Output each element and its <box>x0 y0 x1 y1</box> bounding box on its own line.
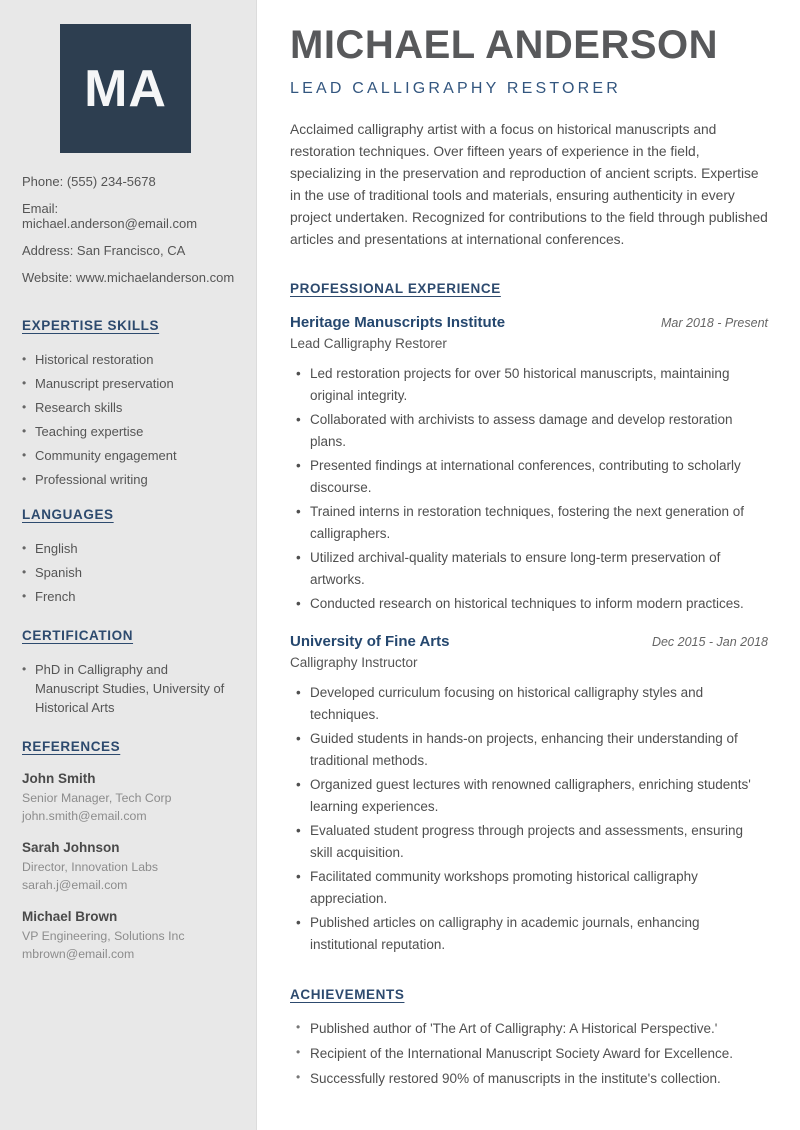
job-bullet: • Conducted research on historical techniques to inform modern practices. <box>290 593 768 615</box>
achievement-item: • Published author of 'The Art of Calligraphy: A Historical Perspective.' <box>290 1017 768 1040</box>
job-bullet: • Collaborated with archivists to assess damage and develop restoration plans. <box>290 409 768 453</box>
sidebar <box>0 0 257 1130</box>
contact-email: Email: michael.anderson@email.com <box>22 201 198 231</box>
section-languages <box>22 506 235 606</box>
language-item: • French <box>22 587 235 606</box>
job-entry <box>290 633 768 956</box>
reference-role: Director, Innovation Labs <box>22 860 159 874</box>
skills-list <box>22 350 235 489</box>
achievements-title: ACHIEVEMENTS <box>290 987 405 1002</box>
reference-name: Michael Brown <box>22 909 118 924</box>
profile-summary: Acclaimed calligraphy artist with a focus on historical manuscripts and restoration techniques. Over fifteen years of experience in the field, specializing in the preservation and reproduction of ancient scripts. Expertise in the use of traditional tools and materials, ensuring authenticity in every project undertaken. Recognized for contributions to the field through published articles and presentations at international conferences. <box>290 122 768 247</box>
professional-experience-title: PROFESSIONAL EXPERIENCE <box>290 281 501 296</box>
reference-email: john.smith@email.com <box>22 808 147 823</box>
job-bullet: • Developed curriculum focusing on historical calligraphy styles and techniques. <box>290 682 768 726</box>
reference-entry <box>22 908 235 963</box>
person-job-title: LEAD CALLIGRAPHY RESTORER <box>290 80 622 97</box>
certification-item: • PhD in Calligraphy and Manuscript Studies, University of Historical Arts <box>22 660 235 717</box>
reference-entry <box>22 839 235 894</box>
reference-name: John Smith <box>22 771 96 786</box>
languages-list <box>22 539 235 606</box>
job-bullet: • Led restoration projects for over 50 historical manuscripts, maintaining original integrity. <box>290 363 768 407</box>
skill-item: • Professional writing <box>22 470 235 489</box>
skill-item: • Historical restoration <box>22 350 235 369</box>
reference-name: Sarah Johnson <box>22 840 120 855</box>
job-header <box>290 314 768 331</box>
skill-item: • Community engagement <box>22 446 235 465</box>
expertise-skills-title: EXPERTISE SKILLS <box>22 318 160 333</box>
person-name: MICHAEL ANDERSON <box>290 23 719 67</box>
contact-website: Website: www.michaelanderson.com <box>22 270 235 285</box>
contact-phone: Phone: (555) 234-5678 <box>22 174 156 189</box>
job-entry <box>290 314 768 615</box>
achievements-list <box>290 1017 768 1090</box>
section-expertise-skills <box>22 317 235 489</box>
job-bullet: • Utilized archival-quality materials to ensure long-term preservation of artworks. <box>290 547 768 591</box>
section-references <box>22 738 235 963</box>
main-content <box>257 0 800 1130</box>
contact-info <box>22 174 235 285</box>
reference-email: mbrown@email.com <box>22 946 135 961</box>
reference-role: VP Engineering, Solutions Inc <box>22 929 185 943</box>
skill-item: • Manuscript preservation <box>22 374 235 393</box>
monogram-avatar <box>60 24 191 153</box>
reference-entry <box>22 770 235 825</box>
reference-email: sarah.j@email.com <box>22 877 128 892</box>
language-item: • English <box>22 539 235 558</box>
achievement-item: • Recipient of the International Manuscript Society Award for Excellence. <box>290 1042 768 1065</box>
section-achievements <box>290 986 768 1090</box>
job-bullet: • Presented findings at international conferences, contributing to scholarly discourse. <box>290 455 768 499</box>
section-professional-experience <box>290 280 768 956</box>
references-title: REFERENCES <box>22 739 121 754</box>
job-bullet: • Organized guest lectures with renowned calligraphers, enriching students' learning experiences. <box>290 774 768 818</box>
reference-role: Senior Manager, Tech Corp <box>22 791 172 805</box>
job-bullet-list <box>290 363 768 615</box>
skill-item: • Research skills <box>22 398 235 417</box>
job-bullet: • Facilitated community workshops promoting historical calligraphy appreciation. <box>290 866 768 910</box>
job-bullet: • Published articles on calligraphy in academic journals, enhancing institutional reputation. <box>290 912 768 956</box>
languages-title: LANGUAGES <box>22 507 114 522</box>
job-dates: Dec 2015 - Jan 2018 <box>651 635 768 649</box>
job-header <box>290 633 768 650</box>
job-bullet: • Trained interns in restoration techniques, fostering the next generation of calligraphers. <box>290 501 768 545</box>
language-item: • Spanish <box>22 563 235 582</box>
job-role: Lead Calligraphy Restorer <box>290 336 447 351</box>
contact-address: Address: San Francisco, CA <box>22 243 186 258</box>
job-dates: Mar 2018 - Present <box>661 316 768 330</box>
section-certification <box>22 627 235 717</box>
certification-title: CERTIFICATION <box>22 628 134 643</box>
skill-item: • Teaching expertise <box>22 422 235 441</box>
job-bullet: • Guided students in hands-on projects, enhancing their understanding of traditional methods. <box>290 728 768 772</box>
job-bullet-list <box>290 682 768 956</box>
job-role: Calligraphy Instructor <box>290 655 418 670</box>
job-bullet: • Evaluated student progress through projects and assessments, ensuring skill acquisition. <box>290 820 768 864</box>
job-company: Heritage Manuscripts Institute <box>290 314 506 331</box>
job-company: University of Fine Arts <box>290 633 450 650</box>
achievement-item: • Successfully restored 90% of manuscripts in the institute's collection. <box>290 1067 768 1090</box>
monogram-initials: MA <box>84 59 167 118</box>
certification-list <box>22 660 235 717</box>
